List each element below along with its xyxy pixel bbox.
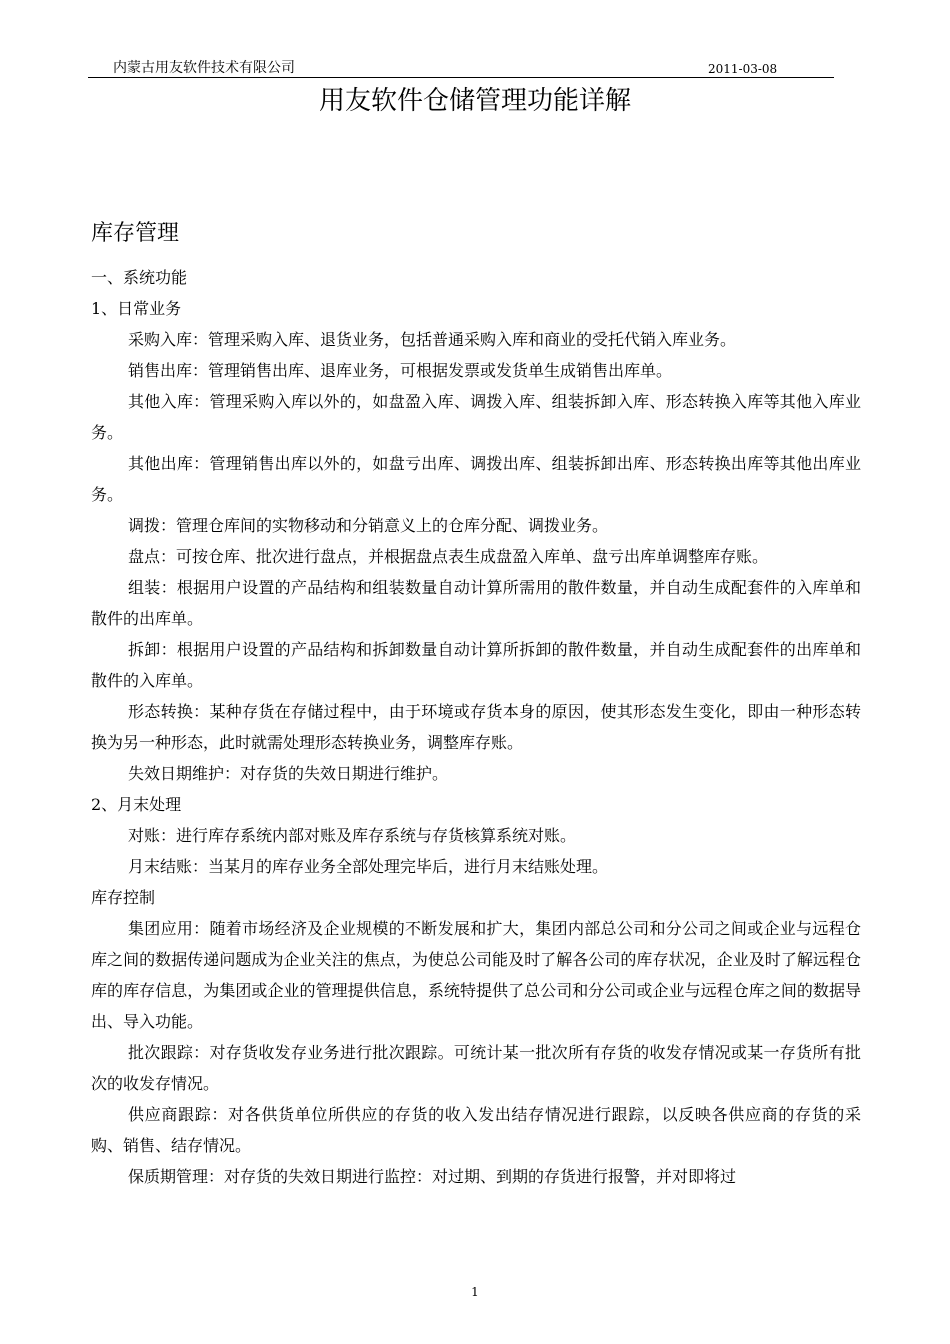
paragraph: 集团应用：随着市场经济及企业规模的不断发展和扩大，集团内部总公司和分公司之间或企业与远程仓库之间的数据传递问题成为企业关注的焦点，为使总公司能及时了解各公司的库存状况，企业及时了解远程仓库的库存信息，为集团或企业的管理提供信息，系统特提供了总公司和分公司或企业与远程仓库之间的数据导出、导入功能。 — [91, 919, 861, 1031]
paragraph: 采购入库：管理采购入库、退货业务，包括普通采购入库和商业的受托代销入库业务。 — [128, 330, 737, 349]
header-divider — [88, 77, 834, 78]
paragraph: 失效日期维护：对存货的失效日期进行维护。 — [128, 764, 449, 783]
document-body — [91, 262, 861, 1192]
paragraph: 供应商跟踪：对各供货单位所供应的存货的收入发出结存情况进行跟踪，以反映各供应商的存货的采购、销售、结存情况。 — [91, 1105, 861, 1155]
header-company: 内蒙古用友软件技术有限公司 — [113, 60, 295, 76]
paragraph: 销售出库：管理销售出库、退库业务，可根据发票或发货单生成销售出库单。 — [128, 361, 673, 380]
paragraph: 对账：进行库存系统内部对账及库存系统与存货核算系统对账。 — [128, 826, 577, 845]
paragraph: 批次跟踪：对存货收发存业务进行批次跟踪。可统计某一批次所有存货的收发存情况或某一存货所有批次的收发存情况。 — [91, 1043, 861, 1093]
paragraph: 库存控制 — [91, 888, 156, 907]
paragraph: 月末结账：当某月的库存业务全部处理完毕后，进行月末结账处理。 — [128, 857, 609, 876]
paragraph: 2、月末处理 — [91, 795, 182, 814]
page-number: 1 — [471, 1285, 479, 1299]
section-heading: 库存管理 — [91, 221, 180, 246]
paragraph: 调拨：管理仓库间的实物移动和分销意义上的仓库分配、调拨业务。 — [128, 516, 609, 535]
paragraph: 拆卸：根据用户设置的产品结构和拆卸数量自动计算所拆卸的散件数量，并自动生成配套件的出库单和散件的入库单。 — [91, 640, 861, 690]
paragraph: 一、系统功能 — [91, 268, 188, 287]
paragraph: 其他入库：管理采购入库以外的，如盘盈入库、调拨入库、组装拆卸入库、形态转换入库等其他入库业务。 — [91, 392, 861, 442]
document-title: 用友软件仓储管理功能详解 — [318, 86, 631, 116]
paragraph: 盘点：可按仓库、批次进行盘点，并根据盘点表生成盘盈入库单、盘亏出库单调整库存账。 — [128, 547, 769, 566]
header-date: 2011-03-08 — [708, 62, 778, 76]
paragraph: 保质期管理：对存货的失效日期进行监控：对过期、到期的存货进行报警，并对即将过 — [128, 1167, 737, 1186]
paragraph: 1、日常业务 — [91, 299, 182, 318]
paragraph: 形态转换：某种存货在存储过程中，由于环境或存货本身的原因，使其形态发生变化，即由一种形态转换为另一种形态，此时就需处理形态转换业务，调整库存账。 — [91, 702, 861, 752]
paragraph: 其他出库：管理销售出库以外的，如盘亏出库、调拨出库、组装拆卸出库、形态转换出库等其他出库业务。 — [91, 454, 861, 504]
paragraph: 组装：根据用户设置的产品结构和组装数量自动计算所需用的散件数量，并自动生成配套件的入库单和散件的出库单。 — [91, 578, 861, 628]
